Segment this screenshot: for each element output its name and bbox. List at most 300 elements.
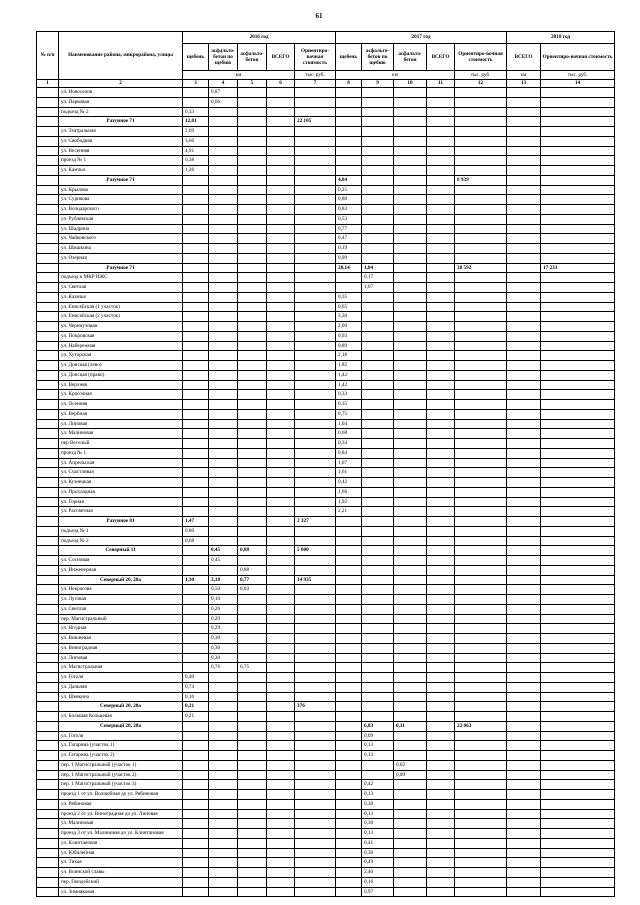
row-number-cell <box>37 283 59 293</box>
value-cell-c4: 0,76 <box>209 663 238 673</box>
value-cell-c8: 0,84 <box>336 448 362 458</box>
value-cell-c5 <box>238 673 267 683</box>
value-cell-c8: 0,99 <box>336 253 362 263</box>
value-cell-c7 <box>295 497 336 507</box>
value-cell-c9 <box>362 302 394 312</box>
value-cell-c9 <box>362 585 394 595</box>
street-name-cell: ул. Покровская <box>59 331 183 341</box>
street-name-cell: пер. Гвездейский <box>59 877 183 887</box>
table-row <box>37 429 615 439</box>
value-cell-c14 <box>541 127 615 137</box>
value-cell-c6 <box>267 195 295 205</box>
value-cell-c6 <box>267 536 295 546</box>
table-row <box>37 400 615 410</box>
value-cell-c5: 0,88 <box>238 546 267 556</box>
street-name-cell: пер. 1 Магистральный (участок 2) <box>59 770 183 780</box>
value-cell-c10 <box>394 673 427 683</box>
table-row <box>37 731 615 741</box>
value-cell-c9 <box>362 88 394 98</box>
value-cell-c6 <box>267 634 295 644</box>
value-cell-c7 <box>295 790 336 800</box>
value-cell-c8: 0,25 <box>336 185 362 195</box>
value-cell-c7 <box>295 487 336 497</box>
row-number-cell <box>37 409 59 419</box>
value-cell-c11 <box>427 429 455 439</box>
value-cell-c5 <box>238 263 267 273</box>
value-cell-c9 <box>362 205 394 215</box>
value-cell-c5 <box>238 146 267 156</box>
value-cell-c11 <box>427 302 455 312</box>
value-cell-c5 <box>238 214 267 224</box>
value-cell-c10 <box>394 156 427 166</box>
street-name-cell: ул. Новоселов <box>59 88 183 98</box>
value-cell-c8 <box>336 741 362 751</box>
table-row <box>37 682 615 692</box>
value-cell-c12 <box>455 780 507 790</box>
value-cell-c8: 1,66 <box>336 487 362 497</box>
table-row <box>37 283 615 293</box>
street-name-cell: проезд 3 от ул. Малиновая до ул. Клинтановая <box>59 829 183 839</box>
value-cell-c9 <box>362 351 394 361</box>
value-cell-c7 <box>295 868 336 878</box>
value-cell-c6 <box>267 351 295 361</box>
street-name-cell: ул. Красочная <box>59 390 183 400</box>
value-cell-c11 <box>427 868 455 878</box>
street-name-cell: ул. Воинской славы <box>59 868 183 878</box>
value-cell-c3 <box>183 634 209 644</box>
value-cell-c13 <box>507 312 541 322</box>
row-number-cell <box>37 546 59 556</box>
row-number-cell <box>37 439 59 449</box>
value-cell-c9 <box>362 702 394 712</box>
value-cell-c13 <box>507 692 541 702</box>
value-cell-c7 <box>295 127 336 137</box>
value-cell-c9 <box>362 312 394 322</box>
value-cell-c14 <box>541 575 615 585</box>
header-num: № п/п <box>37 32 59 80</box>
value-cell-c6 <box>267 575 295 585</box>
value-cell-c14 <box>541 283 615 293</box>
value-cell-c13 <box>507 224 541 234</box>
value-cell-c6 <box>267 263 295 273</box>
row-number-cell <box>37 117 59 127</box>
value-cell-c5 <box>238 283 267 293</box>
value-cell-c13 <box>507 205 541 215</box>
col-index: 10 <box>394 80 427 88</box>
value-cell-c6 <box>267 341 295 351</box>
value-cell-c7 <box>295 809 336 819</box>
value-cell-c4 <box>209 127 238 137</box>
value-cell-c14 <box>541 526 615 536</box>
value-cell-c5 <box>238 224 267 234</box>
value-cell-c3 <box>183 829 209 839</box>
value-cell-c14 <box>541 448 615 458</box>
col-index: 7 <box>295 80 336 88</box>
header-2018-cost: Ориентиро-вочная стоимость <box>541 44 615 71</box>
value-cell-c4 <box>209 673 238 683</box>
value-cell-c14 <box>541 146 615 156</box>
value-cell-c14 <box>541 409 615 419</box>
value-cell-c7 <box>295 419 336 429</box>
value-cell-c9: 0,13 <box>362 829 394 839</box>
header-2016-asphalt: асфальто-бетон <box>238 44 267 71</box>
table-row <box>37 819 615 829</box>
row-number-cell <box>37 205 59 215</box>
value-cell-c10 <box>394 409 427 419</box>
table-row <box>37 224 615 234</box>
value-cell-c10 <box>394 400 427 410</box>
value-cell-c13 <box>507 760 541 770</box>
value-cell-c8: 1,42 <box>336 370 362 380</box>
table-row <box>37 127 615 137</box>
value-cell-c8 <box>336 283 362 293</box>
value-cell-c6 <box>267 809 295 819</box>
table-row <box>37 741 615 751</box>
table-row <box>37 322 615 332</box>
value-cell-c7 <box>295 224 336 234</box>
value-cell-c6 <box>267 429 295 439</box>
value-cell-c9 <box>362 634 394 644</box>
value-cell-c9 <box>362 166 394 176</box>
value-cell-c4 <box>209 341 238 351</box>
value-cell-c8 <box>336 809 362 819</box>
table-row <box>37 809 615 819</box>
table-row <box>37 361 615 371</box>
table-row <box>37 458 615 468</box>
value-cell-c10 <box>394 682 427 692</box>
value-cell-c14 <box>541 829 615 839</box>
value-cell-c14 <box>541 887 615 897</box>
value-cell-c4 <box>209 565 238 575</box>
street-name-cell: ул. Малиновая <box>59 429 183 439</box>
value-cell-c13 <box>507 829 541 839</box>
header-2016-cost: Ориентиро-вочная стоимость <box>295 44 336 71</box>
value-cell-c4 <box>209 458 238 468</box>
value-cell-c11 <box>427 146 455 156</box>
value-cell-c14 <box>541 331 615 341</box>
value-cell-c7 <box>295 692 336 702</box>
value-cell-c7 <box>295 770 336 780</box>
table-row <box>37 185 615 195</box>
value-cell-c8: 0,53 <box>336 214 362 224</box>
value-cell-c3: 0,68 <box>183 536 209 546</box>
street-name-cell: Разумное 71 <box>59 263 183 273</box>
value-cell-c10 <box>394 517 427 527</box>
value-cell-c13 <box>507 497 541 507</box>
value-cell-c7 <box>295 370 336 380</box>
street-name-cell: ул. Енисейская (2 участок) <box>59 312 183 322</box>
col-index: 14 <box>541 80 615 88</box>
value-cell-c12 <box>455 643 507 653</box>
value-cell-c9 <box>362 409 394 419</box>
value-cell-c11 <box>427 439 455 449</box>
value-cell-c4 <box>209 175 238 185</box>
value-cell-c5: 0,03 <box>238 585 267 595</box>
value-cell-c5 <box>238 439 267 449</box>
value-cell-c9: 0,16 <box>362 877 394 887</box>
value-cell-c4: 0,66 <box>209 97 238 107</box>
street-name-cell: ул. Светлая <box>59 283 183 293</box>
value-cell-c11 <box>427 809 455 819</box>
value-cell-c11 <box>427 517 455 527</box>
value-cell-c13 <box>507 107 541 117</box>
value-cell-c8: 0,77 <box>336 224 362 234</box>
street-name-cell: ул. Апрельская <box>59 458 183 468</box>
value-cell-c12 <box>455 556 507 566</box>
value-cell-c13 <box>507 429 541 439</box>
value-cell-c8 <box>336 526 362 536</box>
value-cell-c9 <box>362 322 394 332</box>
value-cell-c12 <box>455 166 507 176</box>
unit-2018-km: км <box>507 71 541 80</box>
value-cell-c6 <box>267 546 295 556</box>
value-cell-c3 <box>183 468 209 478</box>
value-cell-c10 <box>394 224 427 234</box>
value-cell-c6 <box>267 166 295 176</box>
value-cell-c13 <box>507 731 541 741</box>
value-cell-c13 <box>507 546 541 556</box>
value-cell-c12 <box>455 205 507 215</box>
value-cell-c9 <box>362 546 394 556</box>
row-number-cell <box>37 595 59 605</box>
value-cell-c3 <box>183 653 209 663</box>
row-number-cell <box>37 643 59 653</box>
row-number-cell <box>37 760 59 770</box>
value-cell-c14 <box>541 653 615 663</box>
value-cell-c3 <box>183 848 209 858</box>
value-cell-c8 <box>336 848 362 858</box>
value-cell-c7 <box>295 351 336 361</box>
value-cell-c3 <box>183 780 209 790</box>
value-cell-c10 <box>394 497 427 507</box>
value-cell-c4 <box>209 848 238 858</box>
street-name-cell: ул. Инженерная <box>59 565 183 575</box>
table-row <box>37 565 615 575</box>
value-cell-c3 <box>183 175 209 185</box>
value-cell-c8: 1,92 <box>336 497 362 507</box>
street-name-cell: ул. Весенняя <box>59 146 183 156</box>
group-row <box>37 263 615 273</box>
value-cell-c8: 0,75 <box>336 409 362 419</box>
street-name-cell: ул. Тихая <box>59 858 183 868</box>
row-number-cell <box>37 370 59 380</box>
street-name-cell: подъезд № 1 <box>59 526 183 536</box>
value-cell-c10 <box>394 653 427 663</box>
value-cell-c13 <box>507 263 541 273</box>
value-cell-c13 <box>507 868 541 878</box>
value-cell-c8 <box>336 858 362 868</box>
table-row <box>37 234 615 244</box>
value-cell-c12 <box>455 536 507 546</box>
value-cell-c5 <box>238 205 267 215</box>
value-cell-c5 <box>238 692 267 702</box>
unit-2017-rub: тыс. руб. <box>455 71 507 80</box>
value-cell-c14 <box>541 614 615 624</box>
value-cell-c13 <box>507 526 541 536</box>
value-cell-c7: 22 105 <box>295 117 336 127</box>
table-row <box>37 107 615 117</box>
value-cell-c13 <box>507 517 541 527</box>
value-cell-c10 <box>394 790 427 800</box>
value-cell-c4 <box>209 263 238 273</box>
value-cell-c8 <box>336 868 362 878</box>
value-cell-c4 <box>209 253 238 263</box>
table-row <box>37 439 615 449</box>
value-cell-c10 <box>394 312 427 322</box>
value-cell-c8 <box>336 88 362 98</box>
value-cell-c9 <box>362 244 394 254</box>
value-cell-c8 <box>336 838 362 848</box>
value-cell-c3 <box>183 604 209 614</box>
value-cell-c5 <box>238 97 267 107</box>
value-cell-c11 <box>427 283 455 293</box>
value-cell-c10 <box>394 643 427 653</box>
value-cell-c10 <box>394 263 427 273</box>
value-cell-c14 <box>541 429 615 439</box>
value-cell-c12 <box>455 575 507 585</box>
value-cell-c7 <box>295 429 336 439</box>
value-cell-c9 <box>362 419 394 429</box>
value-cell-c12 <box>455 741 507 751</box>
value-cell-c13 <box>507 244 541 254</box>
value-cell-c4 <box>209 507 238 517</box>
row-number-cell <box>37 263 59 273</box>
value-cell-c5 <box>238 741 267 751</box>
value-cell-c9: 0,30 <box>362 848 394 858</box>
street-name-cell: проезд № 1 <box>59 156 183 166</box>
value-cell-c4 <box>209 517 238 527</box>
value-cell-c7 <box>295 166 336 176</box>
value-cell-c13 <box>507 292 541 302</box>
value-cell-c7 <box>295 156 336 166</box>
value-cell-c3: 4,91 <box>183 146 209 156</box>
value-cell-c4 <box>209 136 238 146</box>
value-cell-c6 <box>267 819 295 829</box>
value-cell-c7 <box>295 721 336 731</box>
value-cell-c4: 0,45 <box>209 556 238 566</box>
value-cell-c13 <box>507 97 541 107</box>
value-cell-c7 <box>295 175 336 185</box>
row-number-cell <box>37 253 59 263</box>
value-cell-c6 <box>267 526 295 536</box>
row-number-cell <box>37 487 59 497</box>
value-cell-c9: 0,49 <box>362 858 394 868</box>
value-cell-c14 <box>541 117 615 127</box>
value-cell-c5 <box>238 322 267 332</box>
value-cell-c10 <box>394 565 427 575</box>
value-cell-c12 <box>455 829 507 839</box>
value-cell-c5 <box>238 507 267 517</box>
row-number-cell <box>37 585 59 595</box>
value-cell-c11 <box>427 312 455 322</box>
value-cell-c13 <box>507 663 541 673</box>
value-cell-c8 <box>336 536 362 546</box>
value-cell-c11 <box>427 741 455 751</box>
value-cell-c4 <box>209 702 238 712</box>
value-cell-c13 <box>507 634 541 644</box>
value-cell-c12 <box>455 712 507 722</box>
value-cell-c11 <box>427 712 455 722</box>
value-cell-c10 <box>394 526 427 536</box>
col-index: 13 <box>507 80 541 88</box>
value-cell-c14 <box>541 322 615 332</box>
value-cell-c12 <box>455 634 507 644</box>
value-cell-c13 <box>507 478 541 488</box>
value-cell-c8 <box>336 127 362 137</box>
value-cell-c10: 0,09 <box>394 770 427 780</box>
value-cell-c6 <box>267 478 295 488</box>
value-cell-c4 <box>209 682 238 692</box>
value-cell-c5 <box>238 868 267 878</box>
value-cell-c12 <box>455 751 507 761</box>
value-cell-c14 <box>541 760 615 770</box>
value-cell-c4: 0,29 <box>209 624 238 634</box>
street-name-cell: ул. Озерная <box>59 253 183 263</box>
value-cell-c11 <box>427 478 455 488</box>
value-cell-c14 <box>541 380 615 390</box>
value-cell-c10 <box>394 556 427 566</box>
value-cell-c8 <box>336 634 362 644</box>
value-cell-c8 <box>336 770 362 780</box>
value-cell-c5 <box>238 702 267 712</box>
value-cell-c3: 0,80 <box>183 526 209 536</box>
row-number-cell <box>37 790 59 800</box>
value-cell-c10 <box>394 595 427 605</box>
value-cell-c12 <box>455 663 507 673</box>
value-cell-c6 <box>267 292 295 302</box>
value-cell-c6 <box>267 409 295 419</box>
value-cell-c10 <box>394 575 427 585</box>
value-cell-c13 <box>507 487 541 497</box>
street-name-cell: пер. 1 Магистральный (участок 1) <box>59 760 183 770</box>
value-cell-c3 <box>183 380 209 390</box>
value-cell-c13 <box>507 877 541 887</box>
row-number-cell <box>37 214 59 224</box>
row-number-cell <box>37 136 59 146</box>
value-cell-c9: 0,13 <box>362 741 394 751</box>
value-cell-c10 <box>394 663 427 673</box>
value-cell-c4 <box>209 117 238 127</box>
value-cell-c13 <box>507 185 541 195</box>
value-cell-c6 <box>267 682 295 692</box>
value-cell-c7 <box>295 585 336 595</box>
value-cell-c6 <box>267 234 295 244</box>
value-cell-c10 <box>394 185 427 195</box>
value-cell-c6 <box>267 663 295 673</box>
row-number-cell <box>37 877 59 887</box>
value-cell-c4 <box>209 468 238 478</box>
value-cell-c8: 1,82 <box>336 361 362 371</box>
value-cell-c12 <box>455 790 507 800</box>
value-cell-c4 <box>209 419 238 429</box>
value-cell-c12 <box>455 604 507 614</box>
value-cell-c5 <box>238 175 267 185</box>
value-cell-c3 <box>183 799 209 809</box>
value-cell-c5 <box>238 487 267 497</box>
street-name-cell: ул. Камчья <box>59 166 183 176</box>
value-cell-c9 <box>362 643 394 653</box>
value-cell-c3 <box>183 614 209 624</box>
value-cell-c13 <box>507 331 541 341</box>
value-cell-c5 <box>238 107 267 117</box>
value-cell-c5 <box>238 877 267 887</box>
value-cell-c13 <box>507 819 541 829</box>
value-cell-c8: 1,04 <box>336 419 362 429</box>
value-cell-c9 <box>362 712 394 722</box>
value-cell-c6 <box>267 88 295 98</box>
value-cell-c6 <box>267 331 295 341</box>
value-cell-c5 <box>238 234 267 244</box>
